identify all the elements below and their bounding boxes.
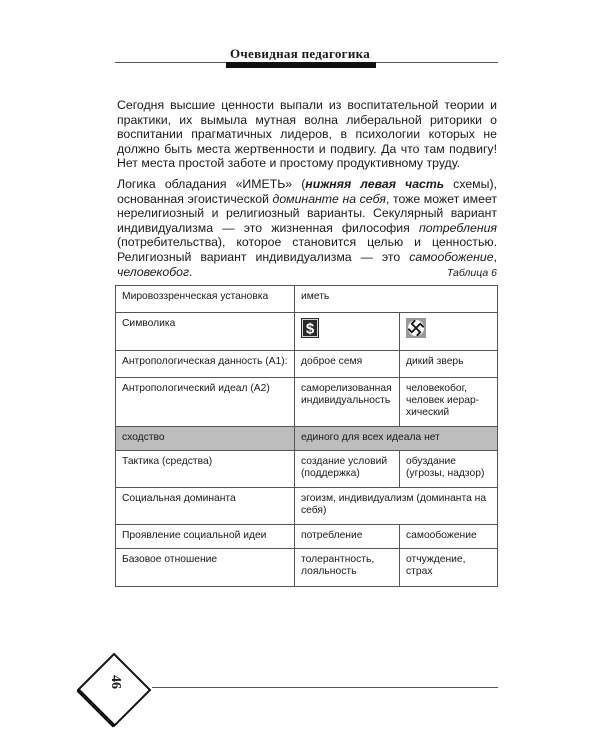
- p2-text-5: ,: [493, 249, 497, 264]
- table-cell: Антропологический идеал (А2): [116, 378, 295, 427]
- swastika-icon: [406, 318, 426, 342]
- p2-text-1: Логика обладания «ИМЕТЬ» (: [117, 177, 306, 191]
- table-cell: иметь: [295, 286, 498, 313]
- p2-italic-2: потребления: [419, 220, 497, 235]
- comparison-table: [115, 285, 498, 587]
- header-thick-bar: [226, 62, 376, 68]
- table-cell: [400, 313, 498, 351]
- p2-italic-1: доминанте на себя: [272, 191, 386, 206]
- running-header-title: Очевидная педагогика: [230, 46, 371, 61]
- table-cell: отчуждение, страх: [400, 549, 498, 587]
- table-cell: потребление: [295, 525, 400, 549]
- table-row: [116, 549, 498, 587]
- p2-italic-4: человекобог: [117, 264, 190, 279]
- table-row: [116, 313, 498, 351]
- svg-text:$: $: [305, 320, 315, 338]
- p2-text-6: .: [189, 264, 193, 279]
- table-cell: Базовое отношение: [116, 549, 295, 587]
- table-cell: Социальная доминанта: [116, 488, 295, 525]
- page-number: 46: [108, 675, 123, 689]
- table-row: [116, 378, 498, 427]
- table-row: [116, 488, 498, 525]
- table-cell: доброе семя: [295, 351, 400, 378]
- paragraph-1: Сегодня высшие ценности выпали из воспитательной теории и практики, их вымыла мутная волна либеральной риторики о воспитании прагматичных лидеров, в психологии которых не должно быть места жертвенности и подвигу. Да что там подвигу! Нет места простой заботе и простому продуктивному труду.: [117, 98, 497, 171]
- table-cell: Антропологическая данность (А1):: [116, 351, 295, 378]
- table-cell: Тактика (средства): [116, 451, 295, 488]
- table-cell: толерантность, лояльность: [295, 549, 400, 587]
- table-row: [116, 351, 498, 378]
- table-cell: дикий зверь: [400, 351, 498, 378]
- table-cell: Символика: [116, 313, 295, 351]
- p2-bold-italic: нижняя левая часть: [305, 177, 445, 191]
- table-cell: сходство: [116, 427, 295, 451]
- table-cell: [295, 313, 400, 351]
- table-cell: эгоизм, индивидуализм (доминанта на себя): [295, 488, 498, 525]
- table-row: [116, 286, 498, 313]
- table-cell: Мировоззренческая установка: [116, 286, 295, 313]
- p2-text-3: , тоже может имеет нерелигиозный и религиозный варианты. Секулярный вариант индивидуализма — это жизненная философия: [117, 191, 498, 235]
- paragraph-2: [117, 177, 497, 279]
- table-cell: человекобог, человек иерар-хический: [400, 378, 498, 427]
- p2-italic-3: самообожение: [409, 249, 494, 264]
- table-cell: создание условий (поддержка): [295, 451, 400, 488]
- footer-rule: [152, 687, 498, 688]
- table-caption: Таблица 6: [446, 267, 497, 279]
- p2-text-4: (потребительства), которое становится целью и ценностью. Религиозный вариант индивидуализма — это: [117, 235, 497, 264]
- table-row: [116, 427, 498, 451]
- dollar-sign-icon: [301, 318, 319, 342]
- p2-text-2: схемы), основанная эгоистической: [117, 177, 497, 206]
- table-cell: единого для всех идеала нет: [295, 427, 498, 451]
- table-cell: Проявление социальной идеи: [116, 525, 295, 549]
- table-row: [116, 451, 498, 488]
- table-cell: самообожение: [400, 525, 498, 549]
- table-cell: саморелизованная индивидуальность: [295, 378, 400, 427]
- table-cell: обуздание (угрозы, надзор): [400, 451, 498, 488]
- table-row: [116, 525, 498, 549]
